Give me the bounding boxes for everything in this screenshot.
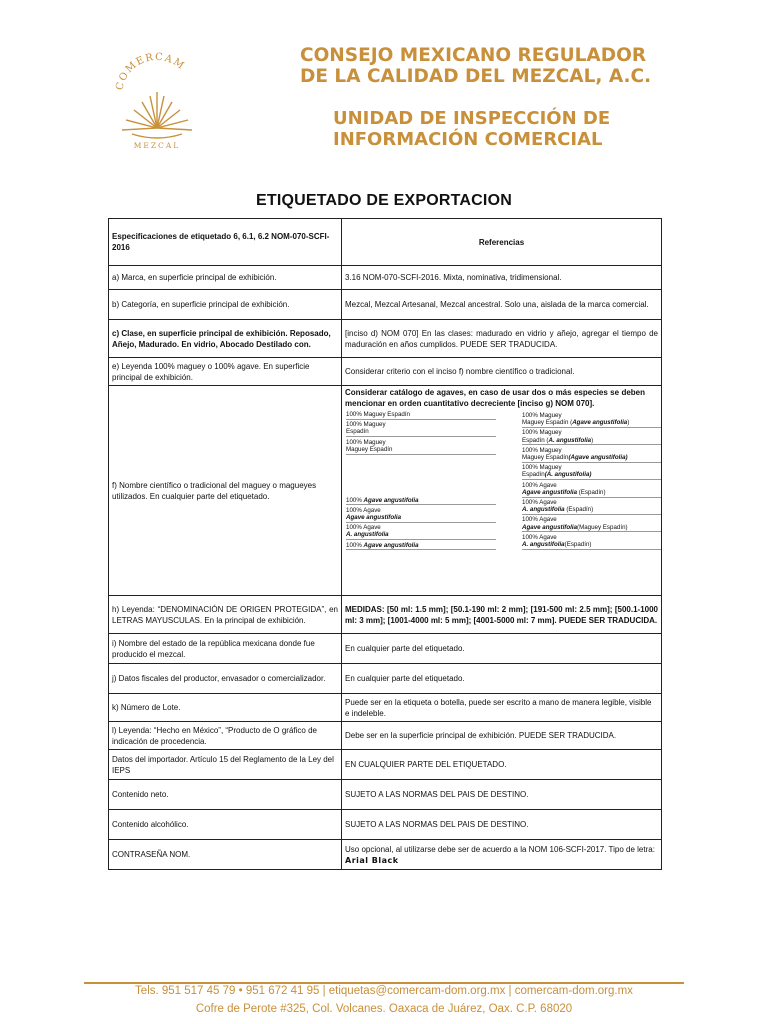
logo-arc-text: COMERCAM <box>114 51 187 92</box>
logo-bottom-text: MEZCAL <box>133 141 181 150</box>
comercam-logo <box>112 50 202 150</box>
table-row <box>109 722 662 750</box>
unit-line-1: UNIDAD DE INSPECCIÓN DE <box>333 108 611 129</box>
ref-cell: Considerar criterio con el inciso f) nombre científico o tradicional. <box>342 358 662 386</box>
spec-cell: f) Nombre científico o tradicional del maguey o magueyes utilizados. En cualquier parte del etiquetado. <box>109 386 342 596</box>
example-label-left: 100% Agave A. angustifolia <box>346 524 496 540</box>
table-row <box>109 634 662 664</box>
org-line-1: CONSEJO MEXICANO REGULADOR <box>300 45 647 66</box>
ref-cell: En cualquier parte del etiquetado. <box>342 634 662 664</box>
table-row <box>109 694 662 722</box>
organization-name <box>300 45 740 87</box>
catalog-note: Considerar catálogo de agaves, en caso de usar dos o más especies se deben mencionar en orden cuantitativo decreciente [inciso g) NOM 070]. <box>345 388 645 408</box>
spec-cell: Contenido alcohólico. <box>109 810 342 840</box>
example-label-right: 100% Maguey Maguey Espadín (Agave angustifolia) <box>522 412 662 428</box>
example-label-right: 100% Agave A. angustifolia(Espadín) <box>522 534 662 550</box>
example-label-right: 100% Agave Agave angustifolia (Espadín) <box>522 482 662 498</box>
unit-name <box>333 108 753 150</box>
table-header-row <box>109 219 662 266</box>
ref-cell: Debe ser en la superficie principal de exhibición. PUEDE SER TRADUCIDA. <box>342 722 662 750</box>
example-label-right: 100% Maguey Espadín (A. angustifolia) <box>522 429 662 445</box>
ref-cell: En cualquier parte del etiquetado. <box>342 664 662 694</box>
ref-font-name: Arial Black <box>345 855 399 865</box>
spec-cell: c) Clase, en superficie principal de exhibición. Reposado, Añejo, Madurado. En vidrio, Abocado Destilado con. <box>109 320 342 358</box>
document-title: ETIQUETADO DE EXPORTACION <box>256 192 512 209</box>
table-row <box>109 320 662 358</box>
ref-cell: [inciso d) NOM 070] En las clases: madurado en vidrio y añejo, agregar el tiempo de maduración en años cumplidos. PUEDE SER TRADUCIDA. <box>342 320 662 358</box>
examples-area <box>344 387 659 577</box>
table-row <box>109 596 662 634</box>
examples-left-column <box>346 411 496 552</box>
footer-divider <box>84 982 684 984</box>
spec-cell: j) Datos fiscales del productor, envasador o comercializador. <box>109 664 342 694</box>
spec-cell: k) Número de Lote. <box>109 694 342 722</box>
ref-cell-examples <box>342 386 662 596</box>
table-row <box>109 810 662 840</box>
example-label-right: 100% Agave Agave angustifolia(Maguey Espadín) <box>522 516 662 532</box>
ref-cell: 3.16 NOM-070-SCFI-2016. Mixta, nominativa, tridimensional. <box>342 266 662 290</box>
ref-cell: MEDIDAS: [50 ml: 1.5 mm]; [50.1-190 ml: 2 mm]; [191-500 ml: 2.5 mm]; [500.1-1000 ml: 3 mm]; [1001-4000 ml: 5 mm]; [4001-5000 ml: 7 mm]. PUEDE SER TRADUCIDA. <box>342 596 662 634</box>
table-row <box>109 664 662 694</box>
examples-right-column <box>522 412 662 551</box>
spec-cell: e) Leyenda 100% maguey o 100% agave. En superficie principal de exhibición. <box>109 358 342 386</box>
spec-cell: h) Leyenda: “DENOMINACIÓN DE ORIGEN PROTEGIDA”, en LETRAS MAYUSCULAS. En la principal de exhibición. <box>109 596 342 634</box>
example-label-left: 100% Maguey Espadín <box>346 411 496 420</box>
table-row <box>109 358 662 386</box>
agave-logo-icon <box>112 50 202 150</box>
header-specifications: Especificaciones de etiquetado 6, 6.1, 6.2 NOM-070-SCFI-2016 <box>109 219 342 266</box>
ref-text: Uso opcional, al utilizarse debe ser de acuerdo a la NOM 106-SCFI-2017. Tipo de letra: <box>345 844 655 854</box>
spec-cell: Contenido neto. <box>109 780 342 810</box>
spec-cell: l) Leyenda: “Hecho en México”, “Producto de O gráfico de indicación de procedencia. <box>109 722 342 750</box>
table-row <box>109 266 662 290</box>
example-label-right: 100% Maguey Espadín(A. angustifolia) <box>522 464 662 480</box>
table-row <box>109 750 662 780</box>
unit-line-2: INFORMACIÓN COMERCIAL <box>333 129 603 150</box>
spec-cell: CONTRASEÑA NOM. <box>109 840 342 870</box>
example-label-left: 100% Agave Agave angustifolia <box>346 507 496 523</box>
footer-address: Cofre de Perote #325, Col. Volcanes. Oaxaca de Juárez, Oax. C.P. 68020 <box>195 1003 573 1015</box>
table-row <box>109 290 662 320</box>
specifications-table <box>108 218 662 870</box>
ref-cell: Puede ser en la etiqueta o botella, puede ser escrito a mano de manera legible, visible e indeleble. <box>342 694 662 722</box>
spec-cell: b) Categoría, en superficie principal de exhibición. <box>109 290 342 320</box>
example-label-left: 100% Maguey Maguey Espadín <box>346 439 496 455</box>
example-label-right: 100% Maguey Maguey Espadín(Agave angustifolia) <box>522 447 662 463</box>
example-label-left: 100% Agave angustifolia <box>346 497 496 506</box>
spec-cell: i) Nombre del estado de la república mexicana donde fue producido el mezcal. <box>109 634 342 664</box>
ref-cell: Mezcal, Mezcal Artesanal, Mezcal ancestral. Solo una, aislada de la marca comercial. <box>342 290 662 320</box>
ref-cell: EN CUALQUIER PARTE DEL ETIQUETADO. <box>342 750 662 780</box>
example-label-left: 100% Maguey Espadín <box>346 421 496 437</box>
example-label-right: 100% Agave A. angustifolia (Espadín) <box>522 499 662 515</box>
table-row <box>109 780 662 810</box>
svg-text:COMERCAM <box>114 52 187 92</box>
footer-contact: Tels. 951 517 45 79 • 951 672 41 95 | etiquetas@comercam-dom.org.mx | comercam-dom.org.mx <box>135 985 633 997</box>
org-line-2: DE LA CALIDAD DEL MEZCAL, A.C. <box>300 66 652 87</box>
spec-cell: Datos del importador. Artículo 15 del Reglamento de la Ley del IEPS <box>109 750 342 780</box>
table-row <box>109 386 662 596</box>
spec-cell: a) Marca, en superficie principal de exhibición. <box>109 266 342 290</box>
table-row <box>109 840 662 870</box>
header-references: Referencias <box>342 219 662 266</box>
ref-cell: SUJETO A LAS NORMAS DEL PAIS DE DESTINO. <box>342 780 662 810</box>
example-label-left: 100% Agave angustifolia <box>346 542 496 551</box>
ref-cell: SUJETO A LAS NORMAS DEL PAIS DE DESTINO. <box>342 810 662 840</box>
ref-cell <box>342 840 662 870</box>
